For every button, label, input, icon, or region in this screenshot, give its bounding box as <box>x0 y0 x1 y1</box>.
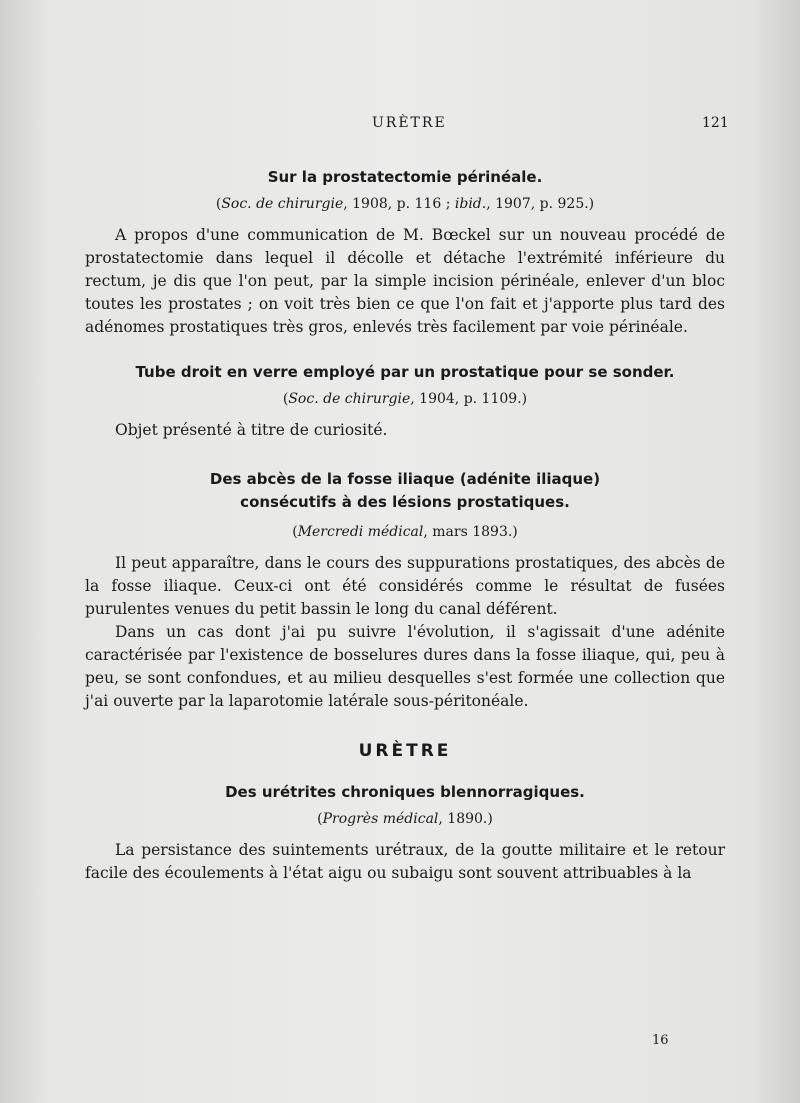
paragraph: A propos d'une communication de M. Bœckel sur un nouveau procédé de prostatectomie dans lequel il décolle et détache l'extrémité inférieure du rectum, je dis que l'on peut, par la simple incision périnéale, enlever d'un bloc toutes les prostates ; on voit très bien ce que l'on fait et j'apporte plus tard des adénomes prostatiques très gros, enlevés très facilement par voie périnéale. <box>85 226 725 336</box>
paragraph: Objet présenté à titre de curiosité. <box>115 421 388 439</box>
section-title-line: Des abcès de la fosse iliaque (adénite iliaque) <box>209 470 601 488</box>
paragraph: La persistance des suintements urétraux, de la goutte militaire et le retour facile des écoulements à l'état aigu ou subaigu sont souvent attribuables à la <box>85 841 725 882</box>
paragraph: Dans un cas dont j'ai pu suivre l'évolution, il s'agissait d'une adénite caractérisée par l'existence de bosselures dures dans la fosse iliaque, qui, peu à peu, se sont confondues, et au milieu desquelles s'est formée une collection que j'ai ouverte par la laparotomie latérale sous-péritonéale. <box>85 623 725 710</box>
page-content <box>85 168 725 885</box>
running-title: URÈTRE <box>372 115 447 131</box>
signature-mark: 16 <box>652 1033 669 1048</box>
section-title-uretrites: Des urétrites chroniques blennorragiques. <box>225 783 585 801</box>
citation: (Progrès médical, 1890.) <box>317 811 493 827</box>
section-title-abces <box>85 468 725 514</box>
citation: (Mercredi médical, mars 1893.) <box>292 524 518 540</box>
citation-details: , mars 1893.) <box>423 524 518 540</box>
citation-source: Progrès médical <box>322 811 439 827</box>
section-title-tube: Tube droit en verre employé par un prostatique pour se sonder. <box>135 363 675 381</box>
paragraph: Il peut apparaître, dans le cours des suppurations prostatiques, des abcès de la fosse iliaque. Ceux-ci ont été considérés comme le résultat de fusées purulentes venues du petit bassin le long du canal déférent. <box>85 554 725 618</box>
citation-source: Soc. de chirurgie <box>288 391 411 407</box>
citation-source: ibid. <box>454 196 487 212</box>
section-title-prostatectomie: Sur la prostatectomie périnéale. <box>267 168 543 186</box>
citation: (Soc. de chirurgie, 1908, p. 116 ; ibid., 1907, p. 925.) <box>215 196 595 212</box>
citation-details: , 1904, p. 1109.) <box>410 391 528 407</box>
citation-details: , 1890.) <box>438 811 493 827</box>
citation-details: , 1908, p. 116 ; <box>343 196 455 212</box>
citation-source: Mercredi médical <box>297 524 424 540</box>
citation-source: Soc. de chirurgie <box>221 196 344 212</box>
citation-details: , 1907, p. 925.) <box>486 196 595 212</box>
chapter-heading: URÈTRE <box>358 741 452 761</box>
citation: (Soc. de chirurgie, 1904, p. 1109.) <box>282 391 528 407</box>
running-head <box>0 115 800 139</box>
page-number: 121 <box>702 115 729 131</box>
section-title-line: consécutifs à des lésions prostatiques. <box>240 493 570 511</box>
